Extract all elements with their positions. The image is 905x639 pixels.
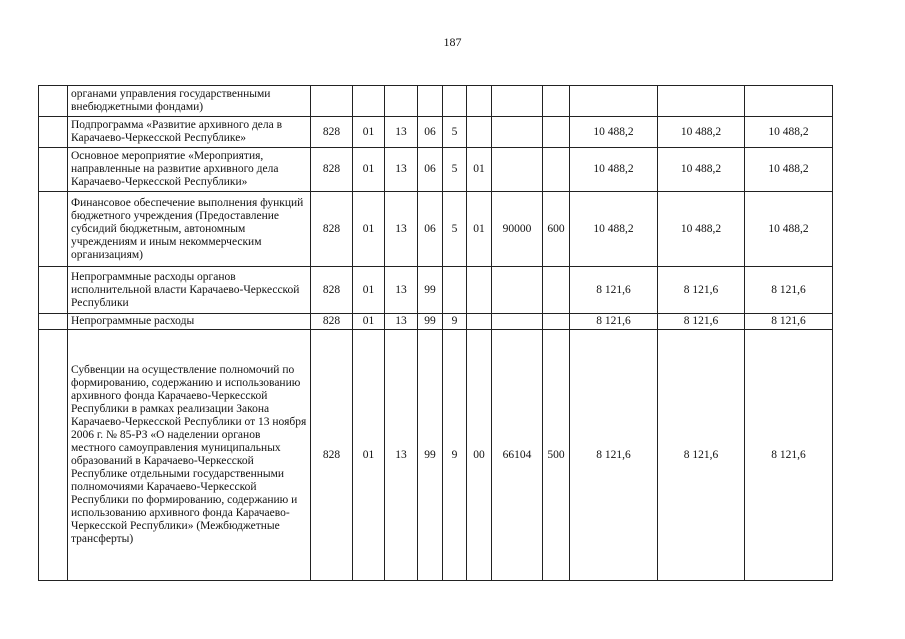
amount-cell-2 — [658, 86, 745, 117]
event-code-cell — [467, 117, 492, 148]
amount-cell-1 — [570, 86, 658, 117]
amount-cell-1: 10 488,2 — [570, 117, 658, 148]
direction-code-cell: 66104 — [492, 330, 543, 581]
table-row — [39, 86, 833, 117]
expense-type-cell — [543, 86, 570, 117]
expense-type-cell — [543, 314, 570, 330]
subprogram-code-cell: 5 — [443, 148, 467, 192]
ministry-code-cell: 828 — [311, 314, 353, 330]
amount-cell-2: 8 121,6 — [658, 267, 745, 314]
expense-type-cell — [543, 117, 570, 148]
section-code-cell — [353, 86, 385, 117]
expense-type-cell — [543, 267, 570, 314]
row-number-cell — [39, 117, 68, 148]
subprogram-code-cell: 9 — [443, 314, 467, 330]
subsection-code-cell: 13 — [385, 330, 418, 581]
page-number: 187 — [443, 35, 462, 49]
subsection-code-cell: 13 — [385, 267, 418, 314]
direction-code-cell — [492, 267, 543, 314]
section-code-cell: 01 — [353, 192, 385, 267]
row-number-cell — [39, 330, 68, 581]
row-number-cell — [39, 314, 68, 330]
ministry-code-cell: 828 — [311, 192, 353, 267]
item-name-cell: органами управления государственными внебюджетными фондами) — [68, 86, 311, 117]
amount-cell-3: 10 488,2 — [745, 192, 833, 267]
program-code-cell: 99 — [418, 267, 443, 314]
program-code-cell: 06 — [418, 192, 443, 267]
subsection-code-cell: 13 — [385, 314, 418, 330]
subprogram-code-cell: 5 — [443, 117, 467, 148]
program-code-cell: 99 — [418, 330, 443, 581]
program-code-cell: 06 — [418, 117, 443, 148]
table-row — [39, 117, 833, 148]
section-code-cell: 01 — [353, 314, 385, 330]
amount-cell-2: 10 488,2 — [658, 192, 745, 267]
subsection-code-cell: 13 — [385, 148, 418, 192]
program-code-cell — [418, 86, 443, 117]
section-code-cell: 01 — [353, 267, 385, 314]
table-row — [39, 192, 833, 267]
amount-cell-1: 8 121,6 — [570, 314, 658, 330]
item-name-cell: Непрограммные расходы — [68, 314, 311, 330]
amount-cell-2: 8 121,6 — [658, 330, 745, 581]
amount-cell-2: 10 488,2 — [658, 148, 745, 192]
section-code-cell: 01 — [353, 148, 385, 192]
subprogram-code-cell: 5 — [443, 192, 467, 267]
section-code-cell: 01 — [353, 330, 385, 581]
event-code-cell — [467, 86, 492, 117]
direction-code-cell: 90000 — [492, 192, 543, 267]
table-row — [39, 314, 833, 330]
item-name-cell: Основное мероприятие «Мероприятия, направленные на развитие архивного дела Карачаево-Черкесской Республики» — [68, 148, 311, 192]
event-code-cell: 00 — [467, 330, 492, 581]
amount-cell-3 — [745, 86, 833, 117]
amount-cell-1: 10 488,2 — [570, 148, 658, 192]
ministry-code-cell: 828 — [311, 330, 353, 581]
expense-type-cell — [543, 148, 570, 192]
item-name-cell: Подпрограмма «Развитие архивного дела в Карачаево-Черкесской Республике» — [68, 117, 311, 148]
direction-code-cell — [492, 314, 543, 330]
ministry-code-cell: 828 — [311, 117, 353, 148]
table-row — [39, 267, 833, 314]
subsection-code-cell — [385, 86, 418, 117]
direction-code-cell — [492, 117, 543, 148]
ministry-code-cell: 828 — [311, 148, 353, 192]
event-code-cell — [467, 267, 492, 314]
subprogram-code-cell — [443, 86, 467, 117]
row-number-cell — [39, 86, 68, 117]
budget-table — [38, 85, 833, 581]
table-row — [39, 330, 833, 581]
row-number-cell — [39, 192, 68, 267]
amount-cell-3: 8 121,6 — [745, 314, 833, 330]
amount-cell-2: 8 121,6 — [658, 314, 745, 330]
table-row — [39, 148, 833, 192]
direction-code-cell — [492, 86, 543, 117]
direction-code-cell — [492, 148, 543, 192]
amount-cell-3: 10 488,2 — [745, 117, 833, 148]
row-number-cell — [39, 148, 68, 192]
ministry-code-cell — [311, 86, 353, 117]
expense-type-cell: 500 — [543, 330, 570, 581]
section-code-cell: 01 — [353, 117, 385, 148]
program-code-cell: 06 — [418, 148, 443, 192]
subprogram-code-cell — [443, 267, 467, 314]
subsection-code-cell: 13 — [385, 117, 418, 148]
amount-cell-1: 8 121,6 — [570, 330, 658, 581]
amount-cell-3: 10 488,2 — [745, 148, 833, 192]
item-name-cell: Финансовое обеспечение выполнения функций бюджетного учреждения (Предоставление субсидий бюджетным, автономным учреждениям и иным некоммерческим организациям) — [68, 192, 311, 267]
amount-cell-1: 8 121,6 — [570, 267, 658, 314]
amount-cell-3: 8 121,6 — [745, 330, 833, 581]
subsection-code-cell: 13 — [385, 192, 418, 267]
amount-cell-1: 10 488,2 — [570, 192, 658, 267]
item-name-cell: Непрограммные расходы органов исполнительной власти Карачаево-Черкесской Республики — [68, 267, 311, 314]
expense-type-cell: 600 — [543, 192, 570, 267]
item-name-cell: Субвенции на осуществление полномочий по формированию, содержанию и использованию архивного фонда Карачаево-Черкесской Республики в рамках реализации Закона Карачаево-Черкесской Республики от 13 ноября 2006 г. № 85-РЗ «О наделении органов местного самоуправления муниципальных образований в Карачаево-Черкесской Республике отдельными государственными полномочиями Карачаево-Черкесской Республики по формированию, содержанию и использованию архивного фонда Карачаево-Черкесской Республики» (Межбюджетные трансферты) — [68, 330, 311, 581]
row-number-cell — [39, 267, 68, 314]
event-code-cell — [467, 314, 492, 330]
subprogram-code-cell: 9 — [443, 330, 467, 581]
ministry-code-cell: 828 — [311, 267, 353, 314]
program-code-cell: 99 — [418, 314, 443, 330]
event-code-cell: 01 — [467, 192, 492, 267]
amount-cell-2: 10 488,2 — [658, 117, 745, 148]
amount-cell-3: 8 121,6 — [745, 267, 833, 314]
event-code-cell: 01 — [467, 148, 492, 192]
